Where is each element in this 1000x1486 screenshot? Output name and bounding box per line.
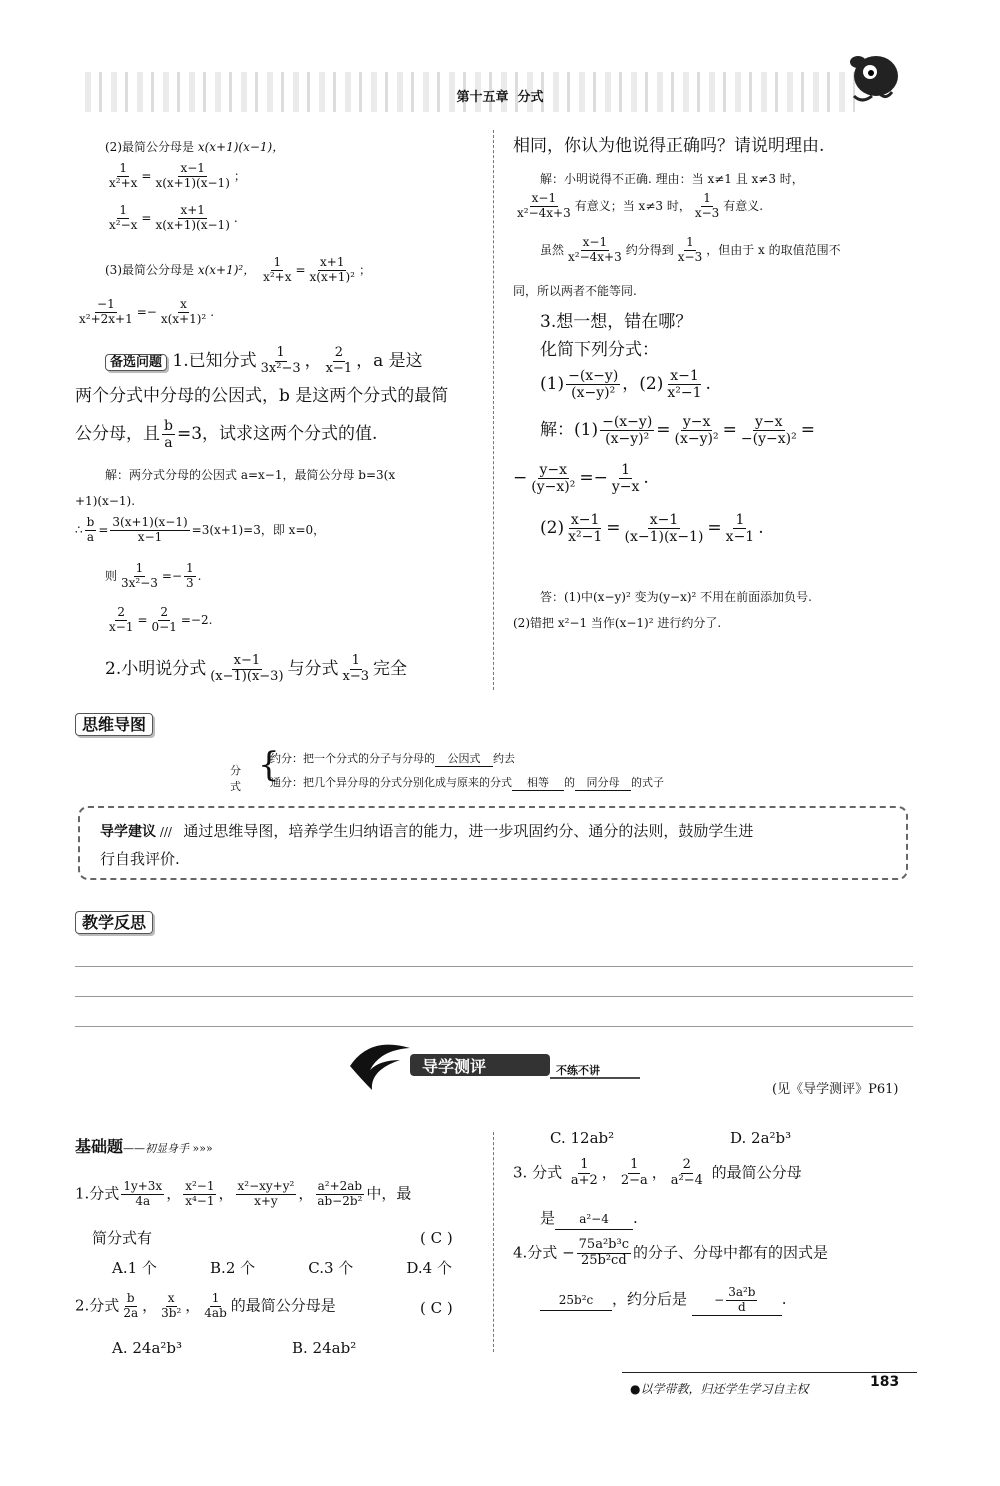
basic-questions-tag: 基础题——初显身手 »»»: [75, 1137, 213, 1156]
page-header: 第十五章 分式: [456, 90, 544, 105]
answer-line-2: (2)最简公分母是 x(x+1)(x−1)，: [105, 140, 285, 154]
basic-q4-line-2: 25b²c ，约分后是 − $\frac{\text{3a²b}}{d}$ .: [540, 1286, 787, 1316]
banner-subtitle: 不练不讲: [556, 1064, 600, 1077]
solution-2-line-1: 解：小明说得不正确. 理由：当 x≠1 且 x≠3 时，: [540, 172, 804, 186]
reflection-line: [75, 1026, 913, 1027]
guide-text-line-2: 行自我评价.: [100, 850, 180, 868]
mascot-icon: [836, 46, 906, 108]
answer-3-line-2: (2)错把 x²−1 当作(x−1)² 进行约分了.: [513, 616, 722, 630]
answer-blank: 25b²c: [540, 1290, 612, 1311]
question-1-line-3: 公分母，且 $\frac{b}{a}$ =3，试求这两个分式的值.: [75, 418, 378, 452]
equation: $\frac{-1}{\text{x²+2x+1}}$ =− $\frac{x}{\text{x(x+1)²}}$ .: [79, 297, 215, 326]
mindmap-root: 分式: [230, 764, 241, 793]
solution-1-line-1: 解：两分式分母的公因式 a=x−1，最简公分母 b=3(x: [105, 468, 396, 482]
solution-3-line-2: − $\frac{y-x}{\text{(y−x)²}}$ =− $\frac{1}{y-x}$ .: [513, 462, 649, 496]
solution-3-line-1: 解：(1) $\frac{-(x-y)}{\text{(x−y)²}}$ = $\frac{y-x}{\text{(x−y)²}}$ = $\frac{y-x}{\text{−(y−x)²}}$ =: [540, 414, 815, 448]
basic-q2: 2.分式 $\frac{b}{2a}$ ， $\frac{x}{\text{3b²}}$ ， $\frac{1}{4ab}$ 的最简公分母是: [75, 1291, 336, 1320]
basic-q3-line-2: 是 a²−4 .: [540, 1208, 638, 1230]
question-3-expressions: (1) $\frac{-(x-y)}{\text{(x−y)²}}$ ，(2) $\frac{x-1}{\text{x²−1}}$ .: [540, 368, 711, 402]
equation: $\frac{1}{\text{x²−x}}$ = $\frac{x+1}{x(x+1)(x-1)}$ .: [109, 203, 238, 232]
solution-2-line-4: 同，所以两者不能等同.: [513, 284, 637, 298]
basic-q1-line-1: 1.分式 $\frac{1y+3x}{4a}$ ， $\frac{\text{x²−1}}{\text{x⁴−1}}$ ， $\frac{\text{x²−xy+y²}}{x+y}$ ， $\frac{\text{a²+2ab}}{\text{ab−2b²}}$ 中，最: [75, 1179, 412, 1208]
basic-q1-options: [112, 1258, 452, 1278]
option-a: A.1 个: [112, 1259, 157, 1277]
answer-blank: − $\frac{\text{3a²b}}{d}$: [692, 1286, 782, 1316]
basic-q3-line-1: 3. 分式 $\frac{1}{a+2}$ ， $\frac{1}{2-a}$ ， $\frac{2}{\text{a²−4}}$ 的最简公分母: [513, 1157, 802, 1188]
option-c: C.3 个: [308, 1259, 354, 1277]
basic-q2-option-c: C. 12ab²: [550, 1129, 615, 1147]
answer-blank: a²−4: [555, 1209, 633, 1230]
column-divider: [493, 1132, 494, 1352]
answer-3-line-1: 答：(1)中(x−y)² 变为(y−x)² 不用在前面添加负号.: [540, 590, 812, 604]
page-number: 183: [870, 1374, 900, 1390]
answer-line-3: (3)最简公分母是 x(x+1)²， $\frac{1}{\text{x²+x}}$ = $\frac{x+1}{\text{x(x+1)²}}$ ；: [105, 255, 371, 284]
basic-q2-option-d: D. 2a²b³: [730, 1129, 792, 1147]
solution-1-line-3: ∴ $\frac{b}{a}$ = $\frac{3(x+1)(x-1)}{x-1}$ =3(x+1)=3，即 x=0，: [75, 515, 326, 544]
solution-1-line-4: 则 $\frac{1}{\text{3x²−3}}$ =− $\frac{1}{3}$ .: [105, 561, 202, 590]
basic-q2-option-b: B. 24ab²: [292, 1339, 357, 1357]
reflection-line: [75, 966, 913, 967]
equation: $\frac{1}{\text{x²+x}}$ = $\frac{x-1}{x(x+1)(x-1)}$ ；: [109, 161, 246, 190]
guide-tag: 导学建议: [100, 824, 156, 840]
guide-suggestion-box: [78, 806, 908, 880]
basic-q2-option-a: A. 24a²b³: [112, 1339, 183, 1357]
footer-line: [622, 1372, 917, 1373]
question-2: 2.小明说分式 $\frac{x-1}{(x-1)(x-3)}$ 与分式 $\frac{1}{x-3}$ 完全: [105, 653, 408, 684]
question-1-line-2: 两个分式中分母的公因式，b 是这两个分式的最简: [75, 386, 449, 406]
solution-2-line-3: 虽然 $\frac{x-1}{\text{x²−4x+3}}$ 约分得到 $\frac{1}{x-3}$ ，但由于 x 的取值范围不: [540, 235, 841, 264]
column-divider: [493, 130, 494, 690]
solution-1-line-2: +1)(x−1).: [75, 494, 136, 508]
reflection-tag: 教学反思: [75, 910, 153, 933]
option-b: B.2 个: [210, 1259, 256, 1277]
mindmap-branch-common-denominator: 通分：把几个异分母的分式分别化成与原来的分式 相等 的 同分母 的式子: [270, 776, 664, 789]
question-2-continued: 相同，你认为他说得正确吗？请说明理由.: [513, 136, 825, 156]
banner-reference: (见《导学测评》P61): [772, 1082, 899, 1097]
mindmap-tag: 思维导图: [75, 712, 153, 735]
question-1-line-1: 备选问题 1.已知分式 $\frac{1}{\text{3x²−3}}$ ， $\frac{2}{x-1}$ ，a 是这: [105, 346, 423, 377]
basic-q2-answer: ( C ): [420, 1299, 453, 1317]
option-d: D.4 个: [406, 1259, 452, 1277]
optional-questions-tag: 备选问题: [105, 354, 167, 371]
basic-q1-answer: ( C ): [420, 1229, 453, 1247]
footer-slogan: ●以学带教，归还学生学习自主权: [630, 1382, 809, 1396]
solution-3-line-3: (2) $\frac{x-1}{\text{x²−1}}$ = $\frac{x-1}{(x-1)(x-1)}$ = $\frac{1}{x-1}$ .: [540, 512, 764, 546]
guide-suggestion: 导学建议 /// 通过思维导图，培养学生归纳语言的能力，进一步巩固约分、通分的法则，鼓励学生进: [100, 822, 754, 840]
basic-q4-line-1: 4.分式 − $\frac{\text{75a²b³c}}{\text{25b²cd}}$ 的分子、分母中都有的因式是: [513, 1237, 828, 1268]
reflection-line: [75, 996, 913, 997]
mindmap-branch-reduce: 约分：把一个分式的分子与分母的 公因式 约去: [270, 752, 515, 765]
brace-icon: {: [258, 745, 280, 785]
question-3-prompt: 化简下列分式：: [540, 340, 659, 360]
solution-2-line-2: $\frac{x-1}{\text{x²−4x+3}}$ 有意义；当 x≠3 时， $\frac{1}{x-3}$ 有意义.: [517, 191, 764, 220]
question-3-title: 3.想一想，错在哪？: [540, 312, 693, 332]
banner-title: 导学测评: [422, 1057, 487, 1076]
basic-q1-line-2: 简分式有: [92, 1229, 153, 1247]
solution-1-line-5: $\frac{2}{x-1}$ = $\frac{2}{0-1}$ =−2.: [109, 605, 213, 634]
